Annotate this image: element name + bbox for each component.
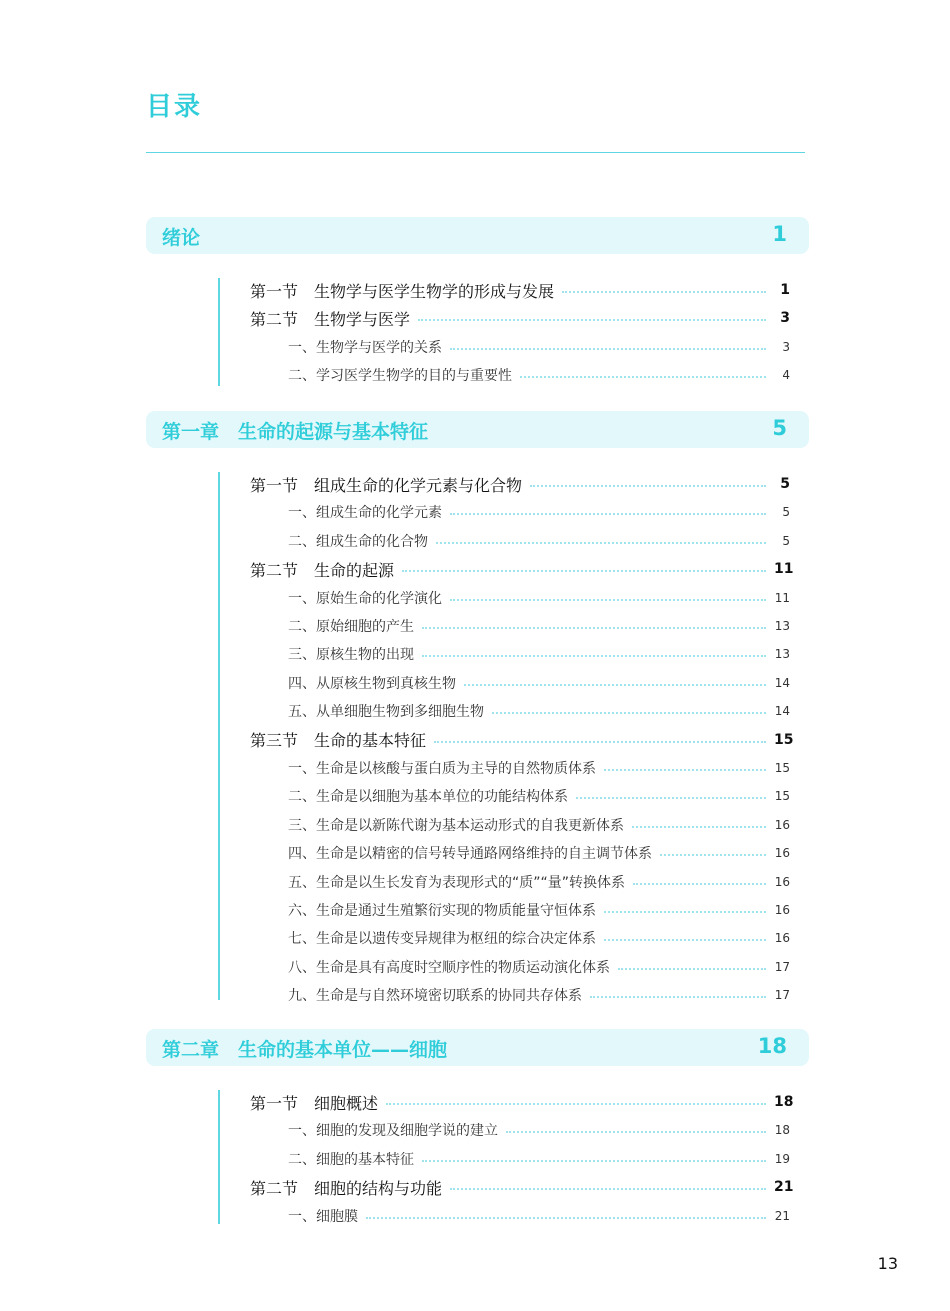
dot-leader <box>422 1160 766 1162</box>
toc-subsection-entry[interactable] <box>218 671 790 695</box>
toc-section-entry[interactable] <box>218 557 794 581</box>
entry-page-number: 16 <box>774 846 790 861</box>
entry-page-number: 19 <box>774 1151 790 1166</box>
dot-leader <box>590 996 766 998</box>
entry-label: 第一节 细胞概述 <box>250 1093 379 1113</box>
toc-section-entry[interactable] <box>218 472 790 496</box>
dot-leader <box>604 769 766 771</box>
entry-page-number: 15 <box>774 789 790 804</box>
chapter-page: 1 <box>772 222 787 246</box>
toc-subsection-entry[interactable] <box>218 1118 790 1142</box>
entry-page-number: 17 <box>774 988 790 1003</box>
toc-title: 目录 <box>146 92 203 122</box>
toc-section-entry[interactable] <box>218 306 790 330</box>
chapter-heading-intro[interactable] <box>146 217 809 254</box>
chapter-name: 第一章 生命的起源与基本特征 <box>162 421 429 443</box>
entry-page-number: 16 <box>774 931 790 946</box>
entry-page-number: 17 <box>774 959 790 974</box>
entry-label: 第三节 生命的基本特征 <box>250 731 427 751</box>
dot-leader <box>450 348 766 350</box>
chapter-page: 18 <box>757 1034 787 1058</box>
dot-leader <box>660 854 766 856</box>
entry-page-number: 5 <box>782 505 790 520</box>
toc-subsection-entry[interactable] <box>218 1204 790 1228</box>
dot-leader <box>422 627 766 629</box>
entry-page-number: 3 <box>780 310 790 327</box>
dot-leader <box>492 712 766 714</box>
entry-label: 一、生命是以核酸与蛋白质为主导的自然物质体系 <box>288 761 596 777</box>
entry-label: 一、细胞的发现及细胞学说的建立 <box>288 1123 498 1140</box>
toc-group-chapter-2 <box>218 1090 794 1225</box>
entry-page-number: 14 <box>774 675 790 690</box>
toc-group-intro <box>218 278 790 386</box>
toc-subsection-entry[interactable] <box>218 335 790 359</box>
dot-leader <box>562 291 766 293</box>
dot-leader <box>434 741 766 743</box>
toc-subsection-entry[interactable] <box>218 898 790 922</box>
entry-label: 四、从原核生物到真核生物 <box>288 675 456 692</box>
entry-label: 八、生命是具有高度时空顺序性的物质运动演化体系 <box>288 959 610 976</box>
entry-page-number: 11 <box>774 561 794 578</box>
dot-leader <box>366 1217 766 1219</box>
dot-leader <box>450 1188 766 1190</box>
toc-subsection-entry[interactable] <box>218 813 790 837</box>
dot-leader <box>464 684 766 686</box>
entry-page-number: 16 <box>774 903 790 917</box>
entry-label: 四、生命是以精密的信号转导通路网络维持的自主调节体系 <box>288 846 652 863</box>
entry-page-number: 21 <box>774 1179 794 1196</box>
entry-page-number: 18 <box>774 1094 794 1110</box>
entry-label: 二、组成生命的化合物 <box>288 533 428 550</box>
dot-leader <box>422 655 766 657</box>
entry-label: 五、从单细胞生物到多细胞生物 <box>288 704 484 721</box>
entry-label: 三、生命是以新陈代谢为基本运动形式的自我更新体系 <box>288 817 624 834</box>
toc-section-entry[interactable] <box>218 1175 794 1199</box>
entry-page-number: 11 <box>774 590 790 605</box>
toc-subsection-entry[interactable] <box>218 1147 790 1171</box>
chapter-heading-2[interactable] <box>146 1029 809 1066</box>
entry-label: 九、生命是与自然环境密切联系的协同共存体系 <box>288 988 582 1005</box>
entry-page-number: 21 <box>774 1208 790 1223</box>
chapter-name: 绪论 <box>162 227 201 249</box>
entry-label: 二、学习医学生物学的目的与重要性 <box>288 368 512 385</box>
dot-leader <box>386 1103 766 1105</box>
toc-subsection-entry[interactable] <box>218 642 790 666</box>
entry-page-number: 13 <box>774 647 790 662</box>
entry-page-number: 5 <box>782 533 790 548</box>
entry-label: 第二节 细胞的结构与功能 <box>250 1178 443 1198</box>
toc-subsection-entry[interactable] <box>218 756 790 780</box>
toc-subsection-entry[interactable] <box>218 926 790 950</box>
dot-leader <box>632 826 766 828</box>
entry-page-number: 15 <box>774 731 794 748</box>
entry-label: 三、原核生物的出现 <box>288 647 414 664</box>
entry-label: 第一节 生物学与医学生物学的形成与发展 <box>250 281 555 301</box>
entry-label: 二、原始细胞的产生 <box>288 619 414 635</box>
toc-subsection-entry[interactable] <box>218 529 790 553</box>
chapter-heading-1[interactable] <box>146 411 809 448</box>
dot-leader <box>450 513 766 515</box>
entry-label: 一、组成生命的化学元素 <box>288 505 442 522</box>
toc-subsection-entry[interactable] <box>218 983 790 1007</box>
dot-leader <box>402 570 766 572</box>
entry-page-number: 5 <box>780 476 790 492</box>
chapter-page: 5 <box>772 416 787 440</box>
dot-leader <box>604 939 766 941</box>
entry-page-number: 18 <box>774 1123 790 1138</box>
entry-label: 第二节 生物学与医学 <box>250 309 411 329</box>
dot-leader <box>530 485 766 487</box>
toc-subsection-entry[interactable] <box>218 699 790 723</box>
entry-page-number: 15 <box>774 761 790 775</box>
dot-leader <box>450 599 766 601</box>
toc-subsection-entry[interactable] <box>218 784 790 808</box>
dot-leader <box>506 1131 766 1133</box>
toc-section-entry[interactable] <box>218 1090 794 1114</box>
entry-label: 七、生命是以遗传变异规律为枢纽的综合决定体系 <box>288 931 596 948</box>
dot-leader <box>520 376 766 378</box>
entry-label: 第二节 生命的起源 <box>250 560 395 580</box>
entry-label: 一、生物学与医学的关系 <box>288 339 442 356</box>
toc-subsection-entry[interactable] <box>218 955 790 979</box>
entry-label: 二、生命是以细胞为基本单位的功能结构体系 <box>288 789 568 806</box>
entry-label: 一、细胞膜 <box>288 1208 358 1225</box>
dot-leader <box>576 797 766 799</box>
entry-label: 一、原始生命的化学演化 <box>288 590 442 607</box>
entry-label: 第一节 组成生命的化学元素与化合物 <box>250 475 523 495</box>
toc-subsection-entry[interactable] <box>218 614 790 638</box>
toc-group-chapter-1 <box>218 472 794 1005</box>
dot-leader <box>618 968 766 970</box>
dot-leader <box>418 319 766 321</box>
toc-subsection-entry[interactable] <box>218 586 790 610</box>
entry-page-number: 16 <box>774 874 790 889</box>
entry-page-number: 4 <box>782 368 790 383</box>
entry-label: 二、细胞的基本特征 <box>288 1151 414 1168</box>
entry-label: 六、生命是通过生殖繁衍实现的物质能量守恒体系 <box>288 903 596 919</box>
dot-leader <box>633 883 766 885</box>
entry-page-number: 16 <box>774 817 790 832</box>
toc-subsection-entry[interactable] <box>218 363 790 387</box>
toc-section-entry[interactable] <box>218 728 794 752</box>
toc-subsection-entry[interactable] <box>218 841 790 865</box>
page-number: 13 <box>877 1254 898 1273</box>
entry-page-number: 14 <box>774 704 790 719</box>
toc-section-entry[interactable] <box>218 278 790 302</box>
dot-leader <box>436 542 766 544</box>
entry-page-number: 1 <box>780 282 790 298</box>
title-divider <box>146 152 805 153</box>
dot-leader <box>604 911 766 913</box>
toc-subsection-entry[interactable] <box>218 500 790 524</box>
entry-label: 五、生命是以生长发育为表现形式的“质”“量”转换体系 <box>288 874 626 891</box>
entry-page-number: 13 <box>774 619 790 633</box>
toc-subsection-entry[interactable] <box>218 870 790 894</box>
chapter-name: 第二章 生命的基本单位——细胞 <box>162 1039 448 1061</box>
entry-page-number: 3 <box>782 339 790 354</box>
